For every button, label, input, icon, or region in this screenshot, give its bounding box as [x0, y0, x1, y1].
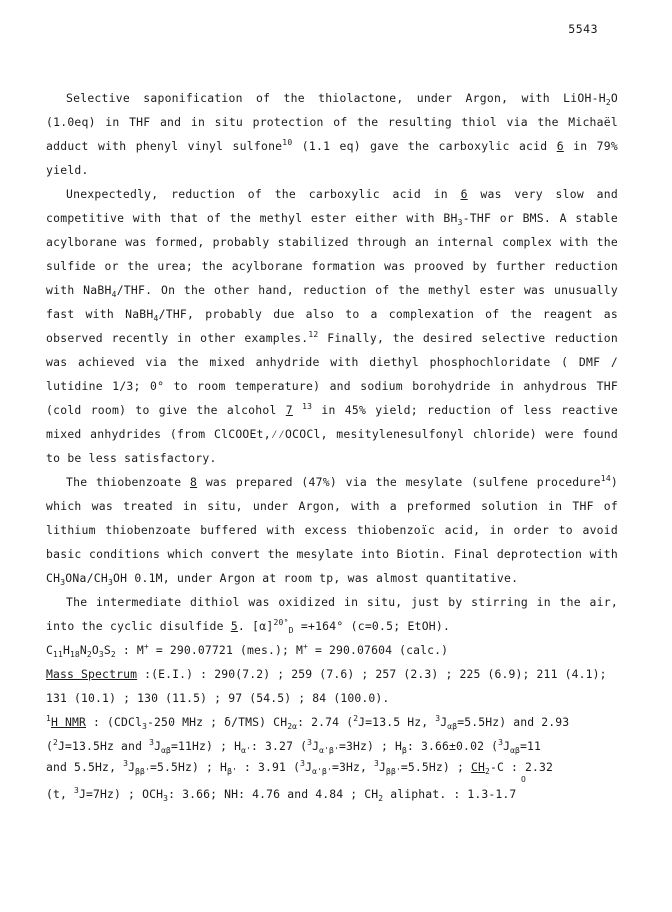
text-run: /THF, probably due also to a complexation of the reagent as observed recently in other examples. [46, 307, 619, 345]
paragraph-thiobenzoate [46, 470, 618, 590]
text-run: N [79, 643, 87, 657]
text-run: =5.5Hz) ; H [149, 760, 228, 774]
text-run: C [46, 643, 54, 657]
text-run: =11Hz) ; H [171, 739, 242, 753]
text-run: -C : 2.32 [489, 760, 554, 774]
text-run: 2α [287, 722, 298, 731]
text-run: : (CDCl [86, 715, 143, 729]
text-run: J [378, 760, 386, 774]
text-run: Unexpectedly, reduction of the carboxylic acid in [66, 187, 461, 201]
molecular-formula-line [46, 638, 618, 662]
text-run: ) which was treated in situ, under Argon, with a preformed solution in THF of lithium thiobenzoate buffered with excess thiobenzoïc acid, in order to avoid basic conditions which convert the mesylate into Biotin. Final deprotection with CH [46, 475, 618, 585]
text-run: : 2.74 ( [297, 715, 354, 729]
nmr-carbonyl-oxygen [46, 776, 618, 784]
text-run: O (1.0eq) in THF and in situ protection of the resulting thiol via the Michaël adduct with phenyl vinyl sulfone [46, 91, 618, 153]
text-run: 13 [302, 402, 313, 411]
text-run: =+164° (c=0.5; EtOH). [293, 619, 451, 633]
text-run: =3Hz) ; H [338, 739, 403, 753]
article-body [46, 86, 618, 804]
text-run: ( [46, 739, 54, 753]
text-run: β [402, 746, 407, 755]
text-run: S [103, 643, 111, 657]
text-run: : M [115, 643, 144, 657]
text-run: 20° [273, 618, 289, 627]
text-run: 2 [378, 794, 384, 803]
text-run [293, 403, 302, 417]
text-run: 10 [282, 138, 293, 147]
text-run: O [91, 643, 99, 657]
text-run: The thiobenzoate [66, 475, 191, 489]
mass-spectrum-line-2 [46, 686, 618, 710]
text-run: 6 [460, 187, 468, 201]
text-run: H NMR [50, 715, 87, 729]
text-run: 3 [74, 786, 79, 795]
text-run: /THF. On the other hand, reduction of the methyl ester was unusually fast with NaBH [46, 283, 618, 321]
nmr-line-1 [46, 710, 618, 734]
text-run: 7 [285, 403, 293, 417]
text-run: 2 [110, 650, 116, 659]
paragraph-dithiol [46, 590, 618, 638]
text-run: 2 [86, 650, 92, 659]
text-run: -THF or BMS. A stable acylborane was formed, probably stabilized through an internal complex with the sulfide or the urea; the acylborane formation was prooved by further reduction with NaBH [46, 211, 618, 297]
text-run: aliphat. : 1.3-1.7 [383, 787, 517, 801]
text-run: 3 [142, 722, 148, 731]
text-run: J [305, 760, 313, 774]
text-run: :(E.I.) : 290(7.2) ; 259 (7.6) ; 257 (2.3) ; 225 (6.9); 211 (4.1); [137, 667, 607, 681]
text-run: =5.5Hz) ; [400, 760, 471, 774]
text-run: 2 [53, 738, 58, 747]
text-run: J=7Hz) ; OCH [79, 787, 164, 801]
text-run: J=13.5 Hz, [358, 715, 436, 729]
text-run: αβ [161, 746, 172, 755]
text-run: J [503, 739, 511, 753]
text-run: J [440, 715, 448, 729]
text-run: 3 [300, 759, 306, 768]
text-run: : 3.27 ( [251, 739, 308, 753]
nmr-line-2 [46, 734, 618, 758]
text-run: α'β' [319, 746, 339, 755]
text-run: 3 [149, 738, 155, 747]
paragraph-saponification [46, 86, 618, 182]
text-run: 12 [308, 330, 319, 339]
text-run: αβ [510, 746, 521, 755]
text-run: 5 [230, 619, 238, 633]
text-run: J=13.5Hz and [57, 739, 150, 753]
text-run: 2 [353, 714, 359, 723]
text-run: =3Hz, [331, 760, 374, 774]
text-run: 3 [435, 714, 441, 723]
text-run: 8 [190, 475, 198, 489]
text-run: and 5.5Hz, [46, 760, 124, 774]
text-run: CH [470, 760, 485, 774]
text-run: 18 [69, 650, 80, 659]
text-run: J [154, 739, 162, 753]
text-run: ββ' [135, 767, 150, 776]
text-run: : 3.91 ( [237, 760, 301, 774]
text-run: -250 MHz ; δ/TMS) CH [147, 715, 288, 729]
text-run: ONa/CH [65, 571, 108, 585]
text-run: 3 [98, 650, 104, 659]
text-run: 2 [605, 98, 611, 107]
text-run: Mass Spectrum [46, 667, 138, 681]
text-run: 3 [123, 759, 129, 768]
text-run: was prepared (47%) via the mesylate (sulfene procedure [197, 475, 601, 489]
text-run: J [128, 760, 136, 774]
text-run: = 290.07604 (calc.) [308, 643, 449, 657]
page-number: 5543 [568, 22, 598, 36]
text-run: in 79% yield. [46, 139, 618, 177]
text-run: was very slow and competitive with that of the methyl ester either with BH [46, 187, 618, 225]
text-run: 3 [457, 218, 463, 227]
text-run: 131 (10.1) ; 130 (11.5) ; 97 (54.5) ; 84 (100.0). [46, 691, 390, 705]
text-run: J [312, 739, 320, 753]
text-run: 6 [556, 139, 564, 153]
text-run: 4 [111, 290, 117, 299]
text-run: (t, [46, 787, 75, 801]
text-run: α' [241, 746, 252, 755]
text-run: + [143, 642, 149, 651]
text-run: =11 [520, 739, 542, 753]
text-run: Selective saponification of the thiolactone, under Argon, with LiOH-H [66, 91, 606, 105]
text-run: The intermediate dithiol was oxidized in situ, just by stirring in the air, into the cyclic disulfide [46, 595, 618, 633]
paragraph-reduction [46, 182, 618, 470]
text-run: 3 [498, 738, 504, 747]
text-run: H [62, 643, 70, 657]
text-run: O [521, 775, 526, 784]
text-run: 3 [374, 759, 379, 768]
text-run: 2 [484, 767, 490, 776]
text-run: ββ' [385, 767, 401, 776]
text-run: 3 [60, 578, 66, 587]
text-run: + [303, 642, 308, 651]
text-run: 3 [163, 794, 169, 803]
text-run: 4 [153, 314, 159, 323]
text-run: D [288, 626, 294, 635]
nmr-line-4 [46, 784, 618, 804]
text-run: : 3.66±0.02 ( [407, 739, 499, 753]
text-run: OH 0.1M, under Argon at room tp, was almost quantitative. [113, 571, 519, 585]
nmr-line-3 [46, 758, 618, 776]
text-run: 3 [307, 738, 313, 747]
text-run: . [α] [237, 619, 274, 633]
text-run: 11 [53, 650, 63, 659]
text-run: αβ [447, 722, 458, 731]
text-run: in 45% yield; reduction of less reactive mixed anhydrides (from ClCOOEt,⁄⁄OCOCl, mesitylenesulfonyl chloride) were found to be less satisfactory. [46, 403, 619, 465]
text-run: = 290.07721 (mes.); M [148, 643, 304, 657]
text-run: 14 [600, 474, 611, 483]
text-run: β' [227, 767, 238, 776]
text-run: Finally, the desired selective reduction was achieved via the mixed anhydride with diethyl phosphochloridate ( DMF / lutidine 1/3; 0° to room temperature) and sodium borohydride in anhydrous THF (cold room) to give the alcohol [46, 331, 618, 417]
mass-spectrum-line-1 [46, 662, 618, 686]
text-run: : 3.66; NH: 4.76 and 4.84 ; CH [168, 787, 379, 801]
text-run: =5.5Hz) and 2.93 [457, 715, 570, 729]
text-run: 1 [46, 714, 51, 723]
text-run: α'β' [312, 767, 332, 776]
text-run: (1.1 eq) gave the carboxylic acid [292, 139, 557, 153]
text-run: 3 [107, 578, 114, 587]
